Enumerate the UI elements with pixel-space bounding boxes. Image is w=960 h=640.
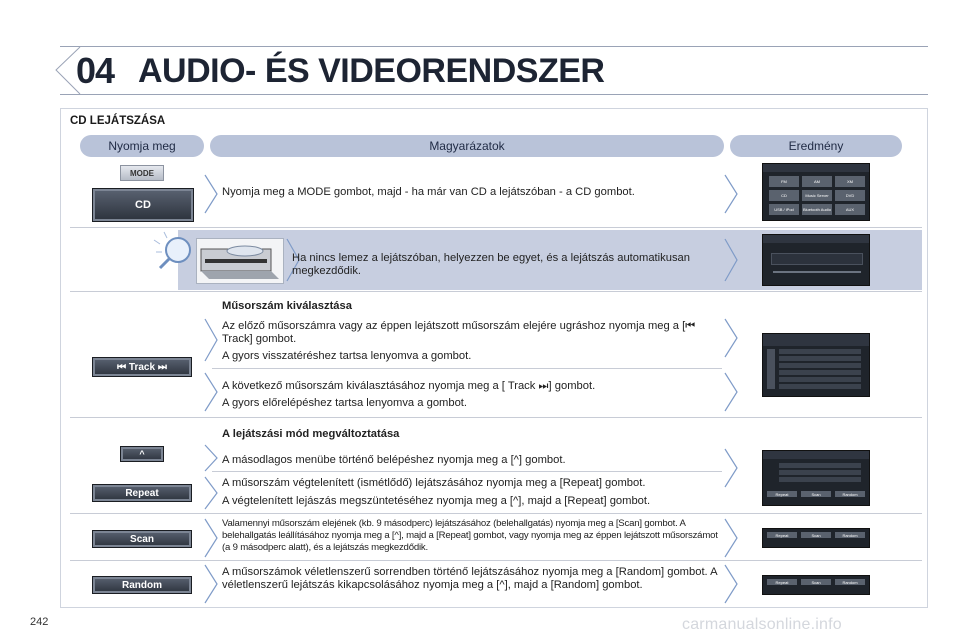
row-divider — [70, 513, 922, 514]
header-top-rule — [60, 46, 928, 47]
track-next-text: A következő műsorszám kiválasztásához nyomja meg a [ Track ⏭] gombot. — [222, 380, 596, 392]
row-divider — [70, 291, 922, 292]
screen-repeat-button: Repeat — [767, 532, 797, 538]
mode-button[interactable]: MODE — [120, 165, 164, 181]
page-number: 242 — [30, 616, 49, 628]
mode-text: Nyomja meg a MODE gombot, majd - ha már van CD a lejátszóban - a CD gombot. — [222, 186, 635, 198]
screen-button-am: AM — [802, 176, 832, 187]
track-prev-text: Az előző műsorszámra vagy az éppen lejátszott műsorszám elejére ugráshoz nyomja meg a [⏮ Track] gombot. — [222, 320, 696, 345]
chevron-right-icon — [724, 238, 738, 282]
chevron-right-icon — [724, 174, 738, 214]
random-button[interactable]: Random — [92, 576, 192, 594]
chevron-right-icon — [204, 318, 218, 362]
chevron-right-icon — [204, 174, 218, 214]
submenu-screen — [762, 450, 870, 506]
screen-button-music-server: Music Server — [802, 190, 832, 201]
track-button[interactable]: ⏮ Track ⏭ — [92, 357, 192, 377]
screen-random-button: Random — [835, 579, 865, 585]
random-text: A műsorszámok véletlenszerű sorrendben történő lejátszásához nyomja meg a [Random] gombot. A véletlenszerű lejátszás kikapcsolásához nyomja meg a [^], majd a [Random] gombot. — [222, 566, 717, 591]
repeat-off-text: A végtelenített lejászás megszüntetéséhez nyomja meg a [^], majd a [Repeat] gombot. — [222, 495, 651, 507]
chevron-right-icon — [724, 448, 738, 488]
section-title: CD LEJÁTSZÁSA — [70, 115, 166, 127]
chevron-right-icon — [724, 564, 738, 604]
screen-random-button: Random — [835, 532, 865, 538]
mode-change-heading: A lejátszási mód megváltoztatása — [222, 428, 400, 440]
tracklist-screen — [762, 333, 870, 397]
screen-button-usb: USB / iPod — [769, 204, 799, 215]
insert-text: Ha nincs lemez a lejátszóban, helyezzen be egyet, és a lejátszás automatikusan megkezdődik. — [292, 252, 691, 277]
screen-track-line — [779, 349, 861, 354]
screen-track-line — [779, 370, 861, 375]
screen-progress-track — [773, 271, 861, 273]
page-title: AUDIO- ÉS VIDEORENDSZER — [138, 52, 605, 90]
screen-button-aux: AUX — [835, 204, 865, 215]
screen-track-line — [779, 463, 861, 468]
screen-track-line — [779, 377, 861, 382]
chevron-right-icon — [724, 372, 738, 412]
column-result: Eredmény — [730, 135, 902, 157]
screen-track-line — [779, 363, 861, 368]
screen-scrollbar — [767, 349, 775, 389]
row-divider — [212, 471, 722, 472]
chevron-right-icon — [204, 564, 218, 604]
screen-button-xm: XM — [835, 176, 865, 187]
row-divider — [212, 368, 722, 369]
chapter-number: 04 — [76, 50, 115, 91]
watermark: carmanualsonline.info — [682, 616, 842, 633]
row-divider — [70, 227, 922, 228]
screen-scan-button: Scan — [801, 532, 831, 538]
screen-track-line — [779, 477, 861, 482]
chevron-right-icon — [724, 318, 738, 358]
cd-insert-icon — [196, 238, 284, 284]
screen-repeat-button: Repeat — [767, 579, 797, 585]
random-menu-screen — [762, 575, 870, 595]
screen-button-dvd: DVD — [835, 190, 865, 201]
screen-status-bar — [763, 235, 869, 243]
track-next-hold-text: A gyors előrelépéshez tartsa lenyomva a gombot. — [222, 397, 468, 409]
chevron-right-icon — [204, 518, 218, 558]
scan-button[interactable]: Scan — [92, 530, 192, 548]
screen-track-line — [779, 356, 861, 361]
cd-button[interactable]: CD — [92, 188, 194, 222]
screen-status-bar — [763, 334, 869, 346]
screen-button-fm: FM — [769, 176, 799, 187]
screen-repeat-button: Repeat — [767, 491, 797, 497]
track-prev-hold-text: A gyors visszatéréshez tartsa lenyomva a gombot. — [222, 350, 472, 362]
screen-random-button: Random — [835, 491, 865, 497]
row-divider — [70, 560, 922, 561]
row-divider — [70, 417, 922, 418]
screen-status-bar — [763, 164, 869, 172]
loading-screen — [762, 234, 870, 286]
chevron-right-icon — [204, 476, 218, 510]
screen-button-bluetooth: Bluetooth Audio — [802, 204, 832, 215]
repeat-button[interactable]: Repeat — [92, 484, 192, 502]
screen-scan-button: Scan — [801, 579, 831, 585]
screen-track-line — [779, 384, 861, 389]
chevron-right-icon — [204, 372, 218, 412]
screen-track-line — [779, 470, 861, 475]
screen-message-box — [771, 253, 863, 265]
screen-status-bar — [763, 451, 869, 459]
scan-menu-screen — [762, 528, 870, 548]
header-bottom-rule — [60, 94, 928, 95]
scan-text: Valamennyi műsorszám elejének (kb. 9 másodperc) lejátszásához (belehallgatás) nyomja meg a [Scan] gombot. A belehallgatás leállításához nyomja meg a [^], majd a [Repeat] gombot, vagy nyomja meg az éppen lejátszott műsorszámot (a 9 másodperc alatt), és a lejátszás megkezdődik. — [222, 518, 718, 553]
chevron-right-icon — [724, 518, 738, 558]
info-magnifier-icon — [150, 228, 196, 272]
chevron-right-icon — [204, 444, 218, 472]
mode-screen — [762, 163, 870, 221]
screen-button-cd: CD — [769, 190, 799, 201]
column-press: Nyomja meg — [80, 135, 204, 157]
repeat-text: A műsorszám végtelenített (ismétlődő) lejátszásához nyomja meg a [Repeat] gombot. — [222, 477, 646, 489]
track-heading: Műsorszám kiválasztása — [222, 300, 352, 312]
column-explain: Magyarázatok — [210, 135, 724, 157]
screen-scan-button: Scan — [801, 491, 831, 497]
up-button[interactable]: ^ — [120, 446, 164, 462]
up-text: A másodlagos menübe történő belépéshez nyomja meg a [^] gombot. — [222, 454, 566, 466]
